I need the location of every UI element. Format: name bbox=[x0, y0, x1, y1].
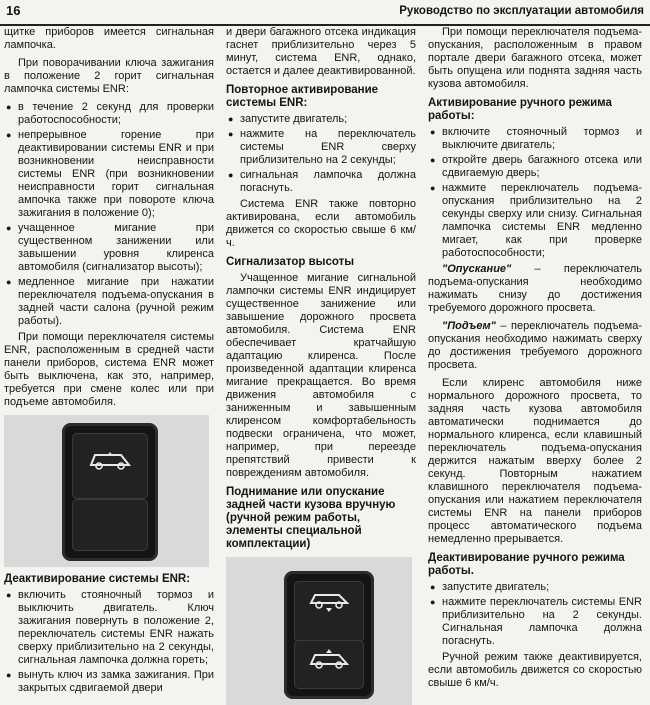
switch-key bbox=[72, 499, 148, 551]
page-number: 16 bbox=[6, 3, 21, 18]
list-item: ● сигнальная лампочка должна погаснуть. bbox=[226, 169, 416, 195]
paragraph: При помощи переключателя системы ENR, расположенным в средней части панели приборов, система ENR может быть выключена, как это, например, требуется при смене колес или при подъеме автомобиля. bbox=[4, 331, 214, 408]
switch-key bbox=[294, 640, 364, 689]
paragraph: щитке приборов имеется сигнальная лампочка. bbox=[4, 26, 214, 51]
list-item: ● откройте дверь багажного отсека или сдвигаемую дверь; bbox=[428, 154, 642, 180]
list-item: ● нажмите переключатель системы ENR приблизительно на 2 секунды. Сигнальная лампочка должна погаснуть. bbox=[428, 596, 642, 648]
switch-key bbox=[72, 433, 148, 499]
lower-text: – переключатель подъема-опускания необходимо нажимать снизу до достижения требуемого дорожного просвета. bbox=[428, 263, 642, 314]
section-heading: Активирование ручного режима работы: bbox=[428, 97, 612, 122]
bullet-list bbox=[226, 113, 416, 195]
column-left bbox=[4, 26, 214, 694]
paragraph: Ручной режим также деактивируется, если автомобиль движется со скоростью свыше 6 км/ч. bbox=[428, 651, 642, 689]
paragraph: и двери багажного отсека индикация гаснет приблизительно через 5 минут, система ENR, однако, остается и далее деактивированной. bbox=[226, 26, 416, 77]
switch-key bbox=[294, 581, 364, 642]
list-item: ● запустите двигатель; bbox=[428, 581, 642, 594]
column-right bbox=[428, 26, 642, 689]
paragraph: Система ENR также повторно активирована, если автомобиль движется со скоростью свыше 6 км/ч. bbox=[226, 198, 416, 249]
bullet-list bbox=[4, 101, 214, 328]
section-heading: Сигнализатор высоты bbox=[226, 256, 355, 268]
section-heading: Повторное активирование системы ENR: bbox=[226, 84, 379, 109]
list-item: ● нажмите переключатель подъема-опускания приблизительно на 2 секунды сверху или снизу. Сигнальная лампочка системы ENR медленно мигает, как при проверке работоспособности; bbox=[428, 182, 642, 260]
switch-housing bbox=[62, 423, 158, 561]
section-heading: Деактивирование ручного режима работы. bbox=[428, 552, 625, 577]
page-header bbox=[0, 0, 650, 26]
raise-label: "Подъем" bbox=[442, 320, 496, 332]
paragraph: При помощи переключателя подъема-опускания, расположенным в правом портале двери багажного отсека, может быть опущена или поднята задняя часть кузова автомобиля. bbox=[428, 26, 642, 90]
list-item: ● медленное мигание при нажатии переключателя подъема-опускания в задней части салона (ручной режим работы). bbox=[4, 276, 214, 328]
list-item: ● непрерывное горение при деактивировании системы ENR и при возникновении неисправности системы ENR (при возникновении неисправности горит сигнальная ампочка также при повороте ключа зажигания в положение 0); bbox=[4, 129, 214, 220]
car-raise-icon bbox=[307, 648, 351, 670]
paragraph-raise bbox=[428, 320, 642, 372]
paragraph: При поворачивании ключа зажигания в положение 2 горит сигнальная лампочка системы ENR: bbox=[4, 57, 214, 95]
column-middle bbox=[226, 26, 416, 686]
car-lower-icon bbox=[307, 591, 351, 613]
lift-switch-photo bbox=[226, 557, 412, 705]
list-item: ● учащенное мигание при существенном занижении или завышении уровня клиренса автомобиля (сигнализатор высоты); bbox=[4, 222, 214, 274]
bullet-list bbox=[428, 126, 642, 260]
bullet-list bbox=[4, 589, 214, 695]
list-item: ● включите стояночный тормоз и выключите двигатель; bbox=[428, 126, 642, 152]
lower-label: "Опускание" bbox=[442, 263, 512, 275]
list-item: ● нажмите на переключатель системы ENR сверху приблизительно на 2 секунды; bbox=[226, 128, 416, 167]
paragraph: Если клиренс автомобиля ниже нормального дорожного просвета, то задняя часть кузова автомобиля автоматически поднимается до нормального клиренса, если клавишный переключатель подъема-опускания держится нажатым вверху более 2 секунд. Повторным нажатием клавишного переключателя подъема-опускания или нажатием переключателя системы ENR на панели приборов процесс автоматического подъема немедленно прерывается. bbox=[428, 377, 642, 545]
running-title: Руководство по эксплуатации автомобиля bbox=[399, 5, 644, 17]
enr-switch-photo bbox=[4, 415, 209, 567]
paragraph-lower bbox=[428, 263, 642, 315]
list-item: ● вынуть ключ из замка зажигания. При закрытых сдвигаемой двери bbox=[4, 669, 214, 695]
section-heading: Поднимание или опускание задней части кузова вручную (ручной режим работы, элементы специальной комплектации) bbox=[226, 486, 396, 550]
list-item: ● включить стояночный тормоз и выключить двигатель. Ключ зажигания повернуть в положение 2, переключатель системы ENR нажать сверху приблизительно на 2 секунды, сигнальная лампочка должна гореть; bbox=[4, 589, 214, 667]
switch-housing bbox=[284, 571, 374, 699]
list-item: ● запустите двигатель; bbox=[226, 113, 416, 126]
bullet-list bbox=[428, 581, 642, 648]
list-item: ● в течение 2 секунд для проверки работоспособности; bbox=[4, 101, 214, 127]
car-raise-icon bbox=[87, 449, 133, 471]
paragraph: Учащенное мигание сигнальной лампочки системы ENR индицирует существенное занижение или завышение дорожного просвета автомобиля. Система ENR обеспечивает кратчайшую адаптацию клиренса. После произведенной адаптации клиренса мигание прекращается. Во время движения автомобиля с заниженным и завышенным клиренсом комфортабельность подвески ограничена, что может, например, при переезде препятствий привести к повреждениям автомобиля. bbox=[226, 272, 416, 479]
raise-text: – переключатель подъема-опускания необходимо нажимать сверху до достижения требуемого дорожного просвета. bbox=[428, 320, 642, 371]
section-heading: Деактивирование системы ENR: bbox=[4, 573, 191, 585]
